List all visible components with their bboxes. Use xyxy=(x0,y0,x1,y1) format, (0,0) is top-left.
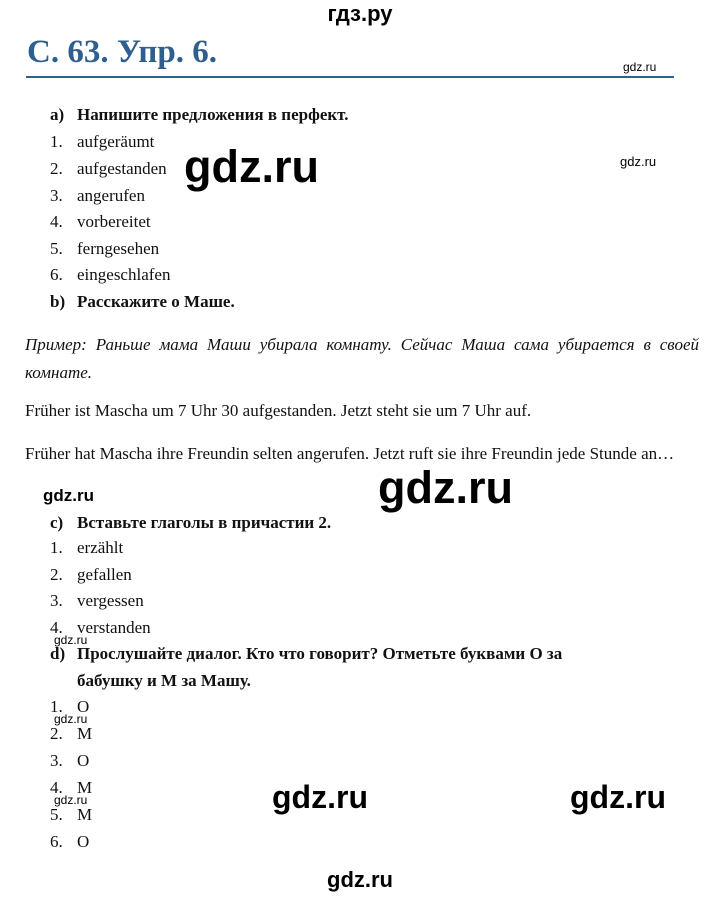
watermark: gdz.ru xyxy=(43,486,94,505)
watermark: gdz.ru xyxy=(54,712,88,726)
title-divider xyxy=(26,76,674,78)
list-item: 4. M xyxy=(50,778,93,797)
list-item: 4. verstanden xyxy=(50,618,151,637)
watermark: gdz.ru xyxy=(623,60,657,74)
list-item: 6. eingeschlafen xyxy=(50,265,171,284)
watermark: gdz.ru xyxy=(378,462,513,513)
example-paragraph: Пример: Раньше мама Маши убирала комнату. Сейчас Маша сама убирается в своей комнате. xyxy=(25,335,699,382)
watermark: gdz.ru xyxy=(327,867,393,892)
task-d-heading-line2: бабушку и М за Машу. xyxy=(77,671,251,690)
watermark: gdz.ru xyxy=(620,154,657,169)
task-c-letter: c) xyxy=(50,513,64,532)
list-item: 5. M xyxy=(50,805,93,824)
list-item: 3. angerufen xyxy=(50,186,145,205)
site-header: гдз.ру xyxy=(327,1,393,26)
list-item: 2. M xyxy=(50,724,93,743)
watermark: gdz.ru xyxy=(272,779,368,815)
list-item: 3. vergessen xyxy=(50,591,144,610)
watermark: gdz.ru xyxy=(54,793,88,807)
task-d-letter: d) xyxy=(50,644,66,663)
list-item: 2. aufgestanden xyxy=(50,159,167,178)
list-item: 5. ferngesehen xyxy=(50,239,160,258)
task-c-heading xyxy=(50,513,331,533)
task-a-letter: a) xyxy=(50,105,65,124)
watermark: gdz.ru xyxy=(570,779,666,815)
list-item: 1. aufgeräumt xyxy=(50,132,155,151)
task-b-letter: b) xyxy=(50,292,66,311)
watermark: gdz.ru xyxy=(184,141,319,192)
task-b-heading xyxy=(50,292,235,312)
list-item: 1. O xyxy=(50,697,90,716)
task-a-heading xyxy=(50,105,349,125)
page-title: С. 63. Упр. 6. xyxy=(27,34,217,70)
answer-paragraph-1: Früher ist Mascha um 7 Uhr 30 aufgestanden. Jetzt steht sie um 7 Uhr auf. xyxy=(25,401,532,420)
watermark: gdz.ru xyxy=(54,633,88,647)
list-item: 2. gefallen xyxy=(50,565,132,584)
list-item: 3. O xyxy=(50,751,90,770)
answer-paragraph-2: Früher hat Mascha ihre Freundin selten angerufen. Jetzt ruft sie ihre Freundin jede Stunde an… xyxy=(25,444,675,463)
task-c-heading-text: Вставьте глаголы в причастии 2. xyxy=(77,513,332,532)
list-item: 4. vorbereitet xyxy=(50,212,151,231)
list-item: 6. O xyxy=(50,832,90,851)
task-a-heading-text: Напишите предложения в перфект. xyxy=(77,105,349,124)
task-b-heading-text: Расскажите о Маше. xyxy=(77,292,235,311)
task-d-heading xyxy=(50,644,562,664)
list-item: 1. erzählt xyxy=(50,538,124,557)
task-d-heading-text: Прослушайте диалог. Кто что говорит? Отметьте буквами О за xyxy=(77,644,563,663)
